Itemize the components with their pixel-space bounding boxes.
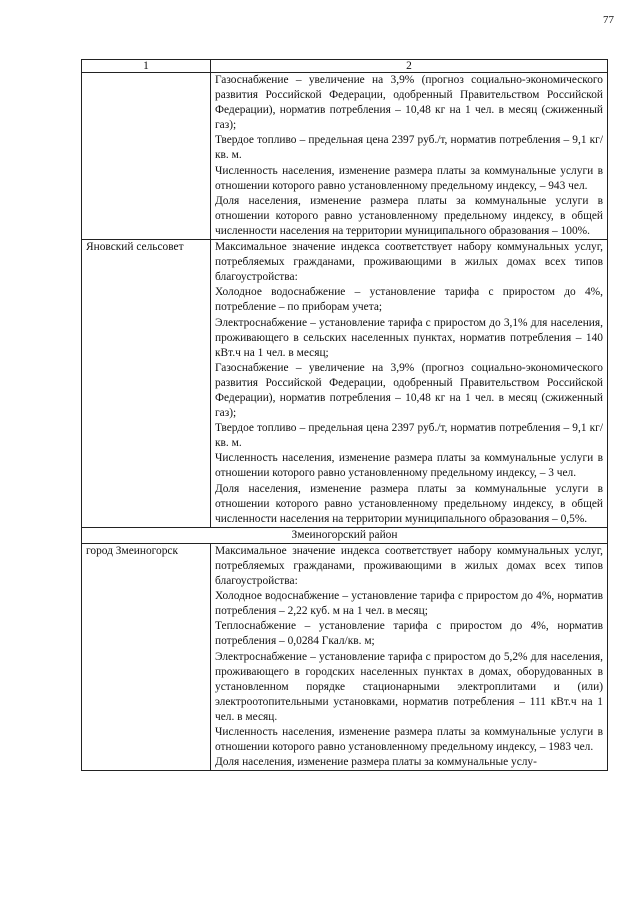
municipality-name: [82, 73, 211, 240]
paragraph: Доля населения, изменение размера платы за коммунальные услуги в отношении которого равно установленному предельному индексу, в общей численности населения на территории муниципального образования – 100%.: [215, 194, 603, 237]
paragraph: Численность населения, изменение размера платы за коммунальные услуги в отношении которого равно установленному предельному индексу, – 3 чел.: [215, 452, 603, 480]
description-cell: [211, 543, 608, 770]
paragraph: Твердое топливо – предельная цена 2397 руб./т, норматив потребления – 9,1 кг/кв. м.: [215, 134, 603, 162]
paragraph: Максимальное значение индекса соответствует набору коммунальных услуг, потребляемых гражданами, проживающими в жилых домах всех типов благоустройства:: [215, 241, 603, 284]
paragraph: Электроснабжение – установление тарифа с приростом до 5,2% для населения, проживающего в городских населенных пунктах в домах, оборудованных в установленном порядке стационарными электроплитами и (или) электроотопительными установками, норматив потребления – 111 кВт.ч на 1 чел. в месяц.: [215, 650, 603, 723]
paragraph: Газоснабжение – увеличение на 3,9% (прогноз социально-экономического развития Российской Федерации, одобренный Правительством Российской Федерации), норматив потребления – 10,48 кг на 1 чел. в месяц (сжиженный газ);: [215, 74, 603, 132]
description-cell: [211, 73, 608, 240]
table-header-row: [82, 60, 608, 73]
column-header-2: 2: [211, 60, 608, 73]
paragraph: Холодное водоснабжение – установление тарифа с приростом до 4%, норматив потребления – 2,22 куб. м на 1 чел. в месяц;: [215, 590, 603, 618]
paragraph: Доля населения, изменение размера платы за коммунальные услуги в отношении которого равно установленному предельному индексу, в общей численности населения на территории муниципального образования – 0,5%.: [215, 482, 603, 525]
region-name: Змеиногорский район: [82, 527, 608, 543]
paragraph: Твердое топливо – предельная цена 2397 руб./т, норматив потребления – 9,1 кг/кв. м.: [215, 422, 603, 450]
municipality-name: город Змеиногорск: [82, 543, 211, 770]
tariff-table: [81, 59, 608, 771]
table-row: [82, 240, 608, 528]
paragraph: Доля населения, изменение размера платы за коммунальные услу-: [215, 756, 537, 769]
paragraph: Численность населения, изменение размера платы за коммунальные услуги в отношении которого равно установленному предельному индексу, – 1983 чел.: [215, 726, 603, 754]
paragraph: Численность населения, изменение размера платы за коммунальные услуги в отношении которого равно установленному предельному индексу, – 943 чел.: [215, 164, 603, 192]
region-header-row: [82, 527, 608, 543]
description-cell: [211, 240, 608, 528]
paragraph: Газоснабжение – увеличение на 3,9% (прогноз социально-экономического развития Российской Федерации, одобренный Правительством Российской Федерации), норматив потребления – 10,48 кг на 1 чел. в месяц (сжиженный газ);: [215, 361, 603, 420]
page-number: 77: [603, 14, 614, 26]
paragraph: Теплоснабжение – установление тарифа с приростом до 4%, норматив потребления – 0,0284 Гкал/кв. м;: [215, 620, 603, 648]
table-row: [82, 73, 608, 240]
municipality-name: Яновский сельсовет: [82, 240, 211, 528]
column-header-1: 1: [82, 60, 211, 73]
paragraph: Электроснабжение – установление тарифа с приростом до 3,1% для населения, проживающего в сельских населенных пунктах, норматив потребления – 140 кВт.ч на 1 чел. в месяц;: [215, 316, 603, 359]
paragraph: Максимальное значение индекса соответствует набору коммунальных услуг, потребляемых гражданами, проживающими в жилых домах всех типов благоустройства:: [215, 544, 603, 588]
table-row: [82, 543, 608, 770]
paragraph: Холодное водоснабжение – установление тарифа с приростом до 4%, потребление – по приборам учета;: [215, 286, 603, 314]
